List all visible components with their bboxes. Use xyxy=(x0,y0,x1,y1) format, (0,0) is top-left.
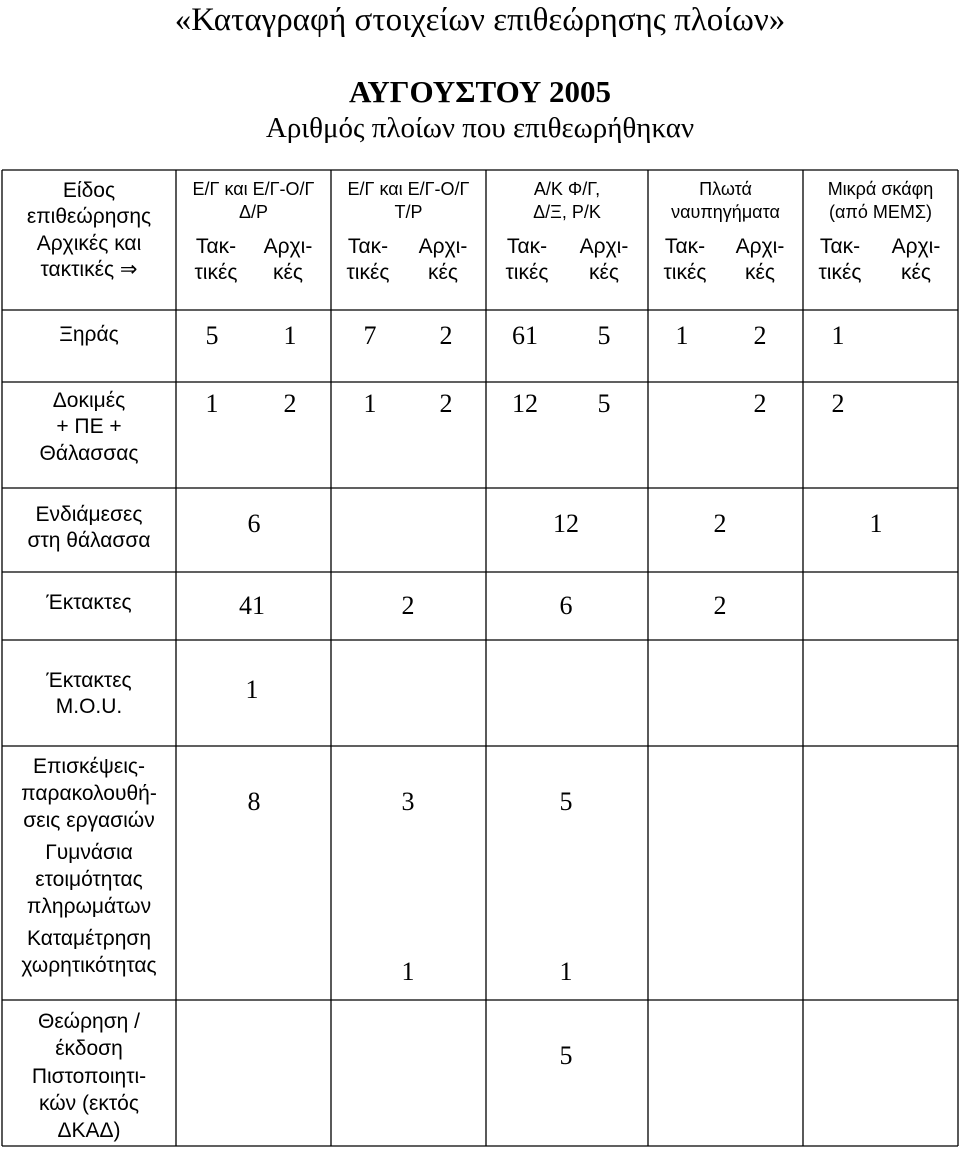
row-label-line1: Γυμνάσια xyxy=(45,841,133,864)
subheader-line2: κές xyxy=(745,261,775,285)
cell-value: 1 xyxy=(675,321,689,350)
cell-value: 2 xyxy=(831,389,845,418)
cell-value: 2 xyxy=(753,389,767,418)
row-label-line1: Καταμέτρηση xyxy=(26,927,152,950)
document-title: «Καταγραφή στοιχείων επιθεώρησης πλοίων» xyxy=(174,2,786,38)
subheader-line2: κές xyxy=(589,261,619,285)
cell-value: 1 xyxy=(283,321,297,350)
header-group-eg-tr xyxy=(331,178,486,223)
cell-value: 1 xyxy=(245,675,259,704)
cell-value: 2 xyxy=(283,389,297,418)
cell-value: 2 xyxy=(439,321,453,350)
header-group-small-craft xyxy=(803,178,958,223)
cell-value: 2 xyxy=(753,321,767,350)
cell-value: 2 xyxy=(713,509,727,538)
header-corner-line4: τακτικές ⇒ xyxy=(40,257,138,281)
header-group-line2: (από ΜΕΜΣ) xyxy=(829,201,932,222)
row-label-line2: στη θάλασσα xyxy=(27,529,151,553)
row-label-line3: Θάλασσας xyxy=(39,441,139,465)
subheader-taktikes xyxy=(338,234,398,287)
subheader-line1: Τακ- xyxy=(506,235,548,258)
row-label-line1: Επισκέψεις- xyxy=(32,755,146,778)
cell-value: 61 xyxy=(512,321,538,350)
subheader-line2: τικές xyxy=(818,261,862,285)
subheader-line1: Αρχι- xyxy=(263,235,313,258)
subheader-arxikes xyxy=(413,234,473,287)
subheader-line1: Τακ- xyxy=(819,235,861,258)
row-label-ektaktes: Έκτακτες xyxy=(46,591,132,614)
header-group-line2: Δ/Ξ, Ρ/Κ xyxy=(533,201,601,222)
row-label-katametrisi xyxy=(2,926,176,980)
header-corner-line2: επιθεώρησης xyxy=(26,205,152,229)
row-label-ektaktes-mou xyxy=(2,668,176,721)
cell-value: 5 xyxy=(597,389,611,418)
cell-value: 1 xyxy=(363,389,377,418)
row-label-gymnasia xyxy=(2,840,176,921)
subheader-taktikes xyxy=(655,234,715,287)
header-group-eg-dr xyxy=(176,178,331,223)
header-group-line2: ναυπηγήματα xyxy=(671,201,780,222)
subheader-line1: Τακ- xyxy=(195,235,237,258)
cell-value: 1 xyxy=(205,389,219,418)
row-label-line3: σεις εργασιών xyxy=(23,808,155,832)
subheader-arxikes xyxy=(574,234,634,287)
cell-value: 5 xyxy=(559,1041,573,1070)
cell-value: 2 xyxy=(439,389,453,418)
subheader-arxikes xyxy=(886,234,946,287)
subheader-line2: τικές xyxy=(663,261,707,285)
subheader-line2: κές xyxy=(273,261,303,285)
subheader-line1: Αρχι- xyxy=(418,235,468,258)
cell-value: 2 xyxy=(713,591,727,620)
row-label-line1: Έκτακτες xyxy=(46,669,132,692)
cell-value: 2 xyxy=(401,591,415,620)
header-group-line1: Ε/Γ και Ε/Γ-Ο/Γ xyxy=(347,179,470,199)
subheader-line2: τικές xyxy=(505,261,549,285)
subheader-line1: Αρχι- xyxy=(891,235,941,258)
header-corner-line1: Είδος xyxy=(62,179,116,202)
row-label-line2: ετοιμότητας xyxy=(35,867,143,891)
cell-value: 1 xyxy=(401,957,415,986)
row-label-line2: Μ.Ο.U. xyxy=(55,695,123,719)
cell-value: 12 xyxy=(512,389,538,418)
row-label-line2: έκδοση xyxy=(55,1037,123,1061)
row-label-endiameses xyxy=(2,502,176,555)
header-corner-line3: Αρχικές και xyxy=(36,231,142,255)
subheader-line2: κές xyxy=(428,261,458,285)
header-group-line2: Τ/Ρ xyxy=(394,201,423,222)
row-label-line2: παρακολουθή- xyxy=(21,781,157,805)
row-label-line2: + ΠΕ + xyxy=(56,415,122,439)
row-label-line3: Πιστοποιητι- xyxy=(31,1064,147,1088)
subheader-line1: Αρχι- xyxy=(735,235,785,258)
cell-value: 3 xyxy=(401,787,415,816)
cell-value: 5 xyxy=(205,321,219,350)
cell-value: 41 xyxy=(239,591,265,620)
cell-value: 5 xyxy=(597,321,611,350)
report-month: ΑΥΓΟΥΣΤΟΥ 2005 xyxy=(348,74,612,109)
subheader-line2: τικές xyxy=(194,261,238,285)
row-label-line4: κών (εκτός xyxy=(39,1091,139,1115)
header-group-line2: Δ/Ρ xyxy=(238,201,269,222)
header-inspection-type xyxy=(2,178,176,283)
cell-value: 7 xyxy=(363,321,377,350)
subheader-arxikes xyxy=(730,234,790,287)
cell-value: 1 xyxy=(559,957,573,986)
row-label-xiras: Ξηράς xyxy=(59,323,119,346)
cell-value: 6 xyxy=(559,591,573,620)
row-label-line1: Θεώρηση / xyxy=(37,1010,141,1033)
subheader-arxikes xyxy=(258,234,318,287)
row-label-dokimes xyxy=(2,388,176,467)
report-subtitle: Αριθμός πλοίων που επιθεωρήθηκαν xyxy=(265,112,695,144)
row-label-episkepseis xyxy=(2,754,176,835)
subheader-line2: τικές xyxy=(346,261,390,285)
header-group-ak xyxy=(486,178,648,223)
row-label-line2: χωρητικότητας xyxy=(21,953,157,977)
cell-value: 8 xyxy=(247,787,261,816)
header-group-line1: Πλωτά xyxy=(699,179,752,199)
cell-value: 5 xyxy=(559,787,573,816)
row-label-line1: Ενδιάμεσες xyxy=(35,503,143,526)
row-label-line1: Δοκιμές xyxy=(52,389,126,412)
row-label-line5: ΔΚΑΔ) xyxy=(57,1119,121,1143)
subheader-taktikes xyxy=(497,234,557,287)
cell-value: 1 xyxy=(831,321,845,350)
cell-value: 6 xyxy=(247,509,261,538)
header-group-line1: Ε/Γ και Ε/Γ-Ο/Γ xyxy=(192,179,315,199)
header-group-line1: Α/Κ Φ/Γ, xyxy=(533,179,601,199)
subheader-taktikes xyxy=(186,234,246,287)
subheader-line1: Αρχι- xyxy=(579,235,629,258)
cell-value: 12 xyxy=(553,509,579,538)
row-label-line3: πληρωμάτων xyxy=(26,894,152,918)
header-group-floating xyxy=(648,178,803,223)
subheader-taktikes xyxy=(810,234,870,287)
header-group-line1: Μικρά σκάφη xyxy=(827,179,934,199)
row-label-theorisi xyxy=(2,1008,176,1144)
cell-value: 1 xyxy=(869,509,883,538)
subheader-line1: Τακ- xyxy=(664,235,706,258)
subheader-line1: Τακ- xyxy=(347,235,389,258)
subheader-line2: κές xyxy=(901,261,931,285)
